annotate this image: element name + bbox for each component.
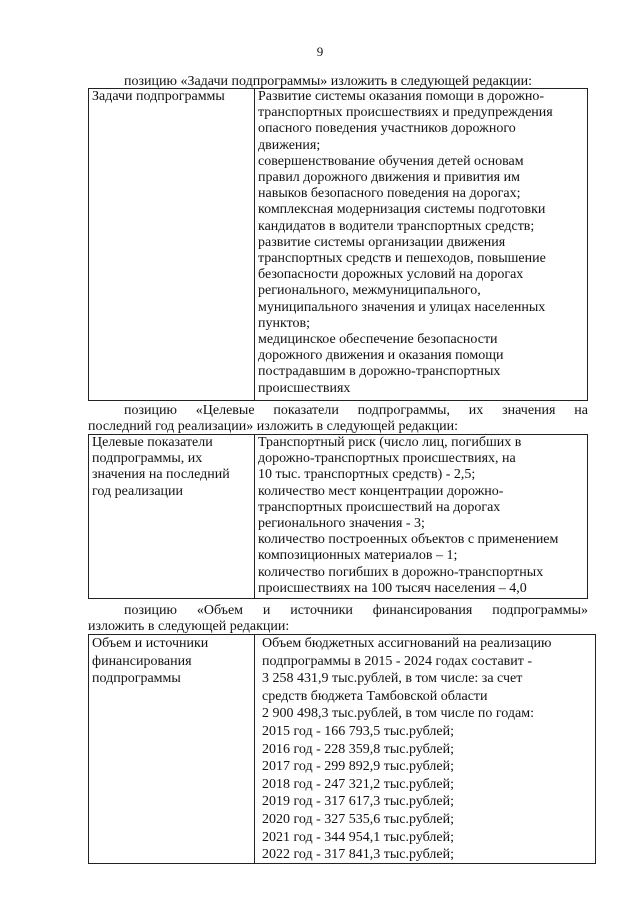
text-line: количество погибших в дорожно-транспортных xyxy=(258,564,544,580)
text-line: транспортных средств и пешеходов, повышение xyxy=(258,251,546,267)
text-line: навыков безопасного поведения на дорогах; xyxy=(258,186,521,202)
text-line: Задачи подпрограммы xyxy=(92,89,225,104)
text-line: финансирования xyxy=(92,653,192,669)
text-line: количество построенных объектов с применением xyxy=(258,532,559,548)
text-line: правил дорожного движения и привития им xyxy=(258,170,520,186)
text-line: средств бюджета Тамбовской области xyxy=(262,688,488,704)
text-line: муниципального значения и улицах населенных xyxy=(258,299,546,315)
table-financing xyxy=(88,634,596,864)
section3-intro-line2: изложить в следующей редакции: xyxy=(88,619,290,634)
text-line: пунктов; xyxy=(258,315,311,331)
text-line: 10 тыс. транспортных средств) - 2,5; xyxy=(258,467,476,483)
text-line: происшествиях на 100 тысяч населения – 4,0 xyxy=(258,580,527,596)
text-line: подпрограммы в 2015 - 2024 годах составит - xyxy=(262,653,533,669)
text-line: дорожно-транспортных происшествиях, на xyxy=(258,451,516,467)
text-line: медицинское обеспечение безопасности xyxy=(258,332,498,348)
text-line: кандидатов в водители транспортных средств; xyxy=(258,218,535,234)
table-targets xyxy=(88,434,588,599)
text-line: 2022 год - 317 841,3 тыс.рублей; xyxy=(262,847,455,863)
section3-intro xyxy=(88,603,588,635)
text-line: композиционных материалов – 1; xyxy=(258,548,458,564)
tasks-value-cell xyxy=(255,89,587,400)
text-line: количество мест концентрации дорожно- xyxy=(258,483,504,499)
text-line: комплексная модернизация системы подготовки xyxy=(258,202,546,218)
text-line: Объем бюджетных ассигнований на реализацию xyxy=(262,636,552,651)
financing-label-cell xyxy=(89,635,255,863)
text-line: происшествиях xyxy=(258,380,351,396)
text-line: подпрограммы, их xyxy=(92,451,203,467)
financing-value-cell xyxy=(259,635,595,863)
text-line: опасного поведения участников дорожного xyxy=(258,121,516,137)
text-line: 2016 год - 228 359,8 тыс.рублей; xyxy=(262,741,455,757)
section3-intro-line1: позицию «Объем и источники финансирования подпрограммы» xyxy=(124,603,588,618)
text-line: Целевые показатели xyxy=(92,435,213,450)
text-line: 2019 год - 317 617,3 тыс.рублей; xyxy=(262,794,455,810)
text-line: пострадавшим в дорожно-транспортных xyxy=(258,364,501,380)
text-line: транспортных происшествий на дорогах xyxy=(258,499,501,515)
targets-label-cell xyxy=(89,435,255,598)
text-line: год реализации xyxy=(92,483,184,499)
table-tasks xyxy=(88,88,588,401)
text-line: безопасности дорожных условий на дорогах xyxy=(258,267,524,283)
text-line: совершенствование обучения детей основам xyxy=(258,153,524,169)
text-line: 2015 год - 166 793,5 тыс.рублей; xyxy=(262,723,455,739)
text-line: регионального значения - 3; xyxy=(258,516,425,532)
text-line: значения на последний xyxy=(92,467,230,483)
text-line: 2017 год - 299 892,9 тыс.рублей; xyxy=(262,759,455,775)
text-line: 2018 год - 247 321,2 тыс.рублей; xyxy=(262,776,455,792)
text-line: Развитие системы оказания помощи в дорожно- xyxy=(258,89,545,104)
section2-intro xyxy=(88,403,588,435)
section1-intro-text: позицию «Задачи подпрограммы» изложить в следующей редакции: xyxy=(124,74,533,89)
text-line: развитие системы организации движения xyxy=(258,234,506,250)
page-number: 9 xyxy=(316,44,324,59)
text-line: транспортных происшествиях и предупреждения xyxy=(258,105,553,121)
section2-intro-line1: позицию «Целевые показатели подпрограммы, их значения на xyxy=(124,403,588,418)
section2-intro-line2: последний год реализации» изложить в следующей редакции: xyxy=(88,419,458,434)
targets-value-cell xyxy=(255,435,587,598)
text-line: дорожного движения и оказания помощи xyxy=(258,348,504,364)
text-line: 2 900 498,3 тыс.рублей, в том числе по годам: xyxy=(262,706,534,722)
text-line: 2020 год - 327 535,6 тыс.рублей; xyxy=(262,811,455,827)
text-line: подпрограммы xyxy=(92,671,181,687)
text-line: 2021 год - 344 954,1 тыс.рублей; xyxy=(262,829,455,845)
text-line: движения; xyxy=(258,137,321,153)
text-line: Объем и источники xyxy=(92,636,209,651)
text-line: регионального, межмуниципального, xyxy=(258,283,481,299)
text-line: Транспортный риск (число лиц, погибших в xyxy=(258,435,522,450)
tasks-label-cell xyxy=(89,89,255,400)
text-line: 3 258 431,9 тыс.рублей, в том числе: за счет xyxy=(262,671,523,687)
